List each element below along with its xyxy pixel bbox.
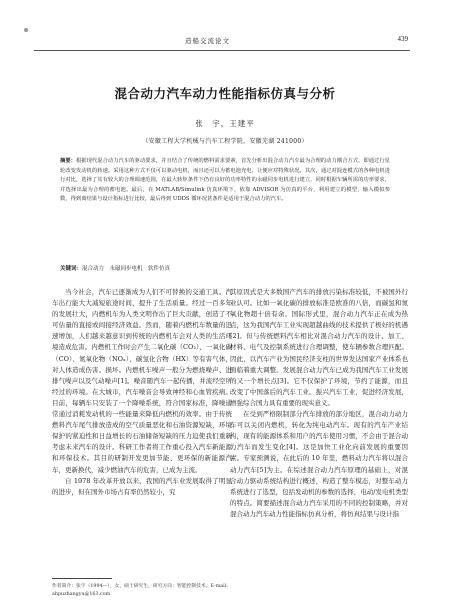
keywords-label: 关键词：	[60, 266, 83, 272]
keywords-text: 混合动力 永磁同步电机 软件仿真	[82, 266, 171, 272]
paragraph: 其原因式是大多数国产汽车的排放污染标准较低，不被国外行业认可。比如一氧化碳的排放标准是欧准的八倍，而碳氢和氮氧化物超十倍有余。国际形式里，混合动力汽车正在成为热点，这为我国汽车工业实现超越曲线的技术提供了极好的机遇[2]。但与传统燃料汽车相比对混合动力汽车的设计、加工、材料、电气及控制系统进行合理调整，使车辆参数合理匹配。因此，以汽车产业为国民经济支柱的世界发达国家产业体系也面临着重大调整。发展混合动力汽车已成为我国汽车工业发展的又一个增长点[3]。它不仅保护了环境，节约了能源，而且改变了中国落后的汽车工业。振兴汽车工业，促进经济发展，增强综合国力具有重要的现实意义。	[230, 288, 408, 407]
paragraph: 自 1978 年改革开放以来，我国的汽车业发展取得了明显的进步，但在国外市场占有率仍然较小，究	[52, 476, 232, 496]
article-authors: 张 宇，王建平	[195, 119, 255, 128]
header-dot	[24, 28, 28, 32]
footnote-rule	[52, 578, 112, 579]
article-title: 混合动力汽车动力性能指标仿真与分析	[114, 86, 336, 101]
abstract	[60, 157, 390, 205]
abstract-label: 摘要：	[60, 158, 76, 164]
page-number: 439	[397, 35, 408, 43]
header-rule	[34, 50, 410, 51]
keywords	[60, 264, 390, 272]
article-affiliation: （安徽工程大学机械与汽车工程学院，安徽芜湖 241000）	[142, 138, 308, 145]
body-column-right	[230, 287, 408, 520]
author-footnote: 作者简介：张宇（1994—），女，硕士研究生，研究方向：智能控制技术。E-mail: ahpuzhangyu@163.com	[52, 584, 228, 597]
paragraph: 当今社会，汽车已逐渐成为人们不可替换的交通工具。汽车出行能大大减短旅途时间，提升了生活质量。经过一百多年的发展壮大，内燃机车为人类文明作出了巨大贡献，创造了不可估量的直接或间接经济效益。然而，随着内燃机车数量的迅速增加，人们越来越意识到传统的内燃机车会对人类的生活环境造成危害。内燃机工作时会产生二氧化碳（CO₂）、一氧化碳（CO）、氮氧化物（NOₓ）、碳氢化合物（HX）等有害气体，对人体造成伤害。损坏。内燃机车噪声一般分为燃烧噪声、进排气噪声以及气动噪声[1]。噪音随汽车一起传播，并流经空所经过的环境。在大城市，汽车噪音会导致神经和心血管疾病。目前，每辆车只安装了一个降噪系统，符合国家标准，降噪通常通过消耗发动机的一些能量来降低内燃机的效率。由于传统燃料汽车尾气排放造成的空气质量恶化和石油资源短缺，环境保护的紧迫性和日益增长的石油储备短缺的压力迫使我们重新考虑未来汽车的设计。科研工作者将工作重心投入汽车新能源和环保技术。其目的研制开发更加节能、更环保的新能源汽车，更新换代，减少燃油汽车的危害，已成为主流。	[52, 288, 232, 474]
paragraph: 在受到严格限制部分汽车排放的部分地区，混合动力动力车可以关闭内燃机，转化为纯电动汽车。现有的汽车产业结构，现有的能源体系和用户的汽车使用习惯，不会由于混合动力汽车而发生变化[4]。这是加快工业化向前发展的重要因素。专家预测说，在此后的 10 年里，燃料动力汽车将以混合动力汽车[5]为主。在综述混合动力汽车原理的基础上，对混合动力驱动系统结构进行概述，构造了整车模态，对整车动力系统进行了选型，包括发动机的参数的选择，电动/发电机类型的特点。简要描述混合动力汽车采用的不同的控制策略，并对混合动力汽车动力性能指标仿真分析，将仿真结果与设计指	[230, 410, 408, 518]
journal-name: 造船交流论文	[185, 37, 230, 45]
body-column-left	[52, 287, 232, 498]
abstract-text: 根据现代混合动力汽车的驱动要求，并且结合了传统的燃料需求要素，首先分析出混合动力汽车最为合理的动力耦合方式，即通过行星轮改变发动机的转速。采用这种方式不仅可以驱动电机，而且还可以为蓄电池充电，让便应对特殊状况。其次，通过对混连模式的各种电机进行对比，选择了其有较大的合理调速范围，在最大转矩条件下仍有良好的功率特性的永磁同步电机进行建立，同时根据车辆所需的功率要求，并选择出最为合理的蓄电池。最后，在 MATLAB/Simulink 仿真环境下，依靠 ADVISOR 为仿真的平台，利用建立的模型，输入模拟参数，得到离结果与设计指标进行比较，最后得到 UDDS 循环况甚条件是适用于混合动力的汽车。	[60, 158, 390, 203]
